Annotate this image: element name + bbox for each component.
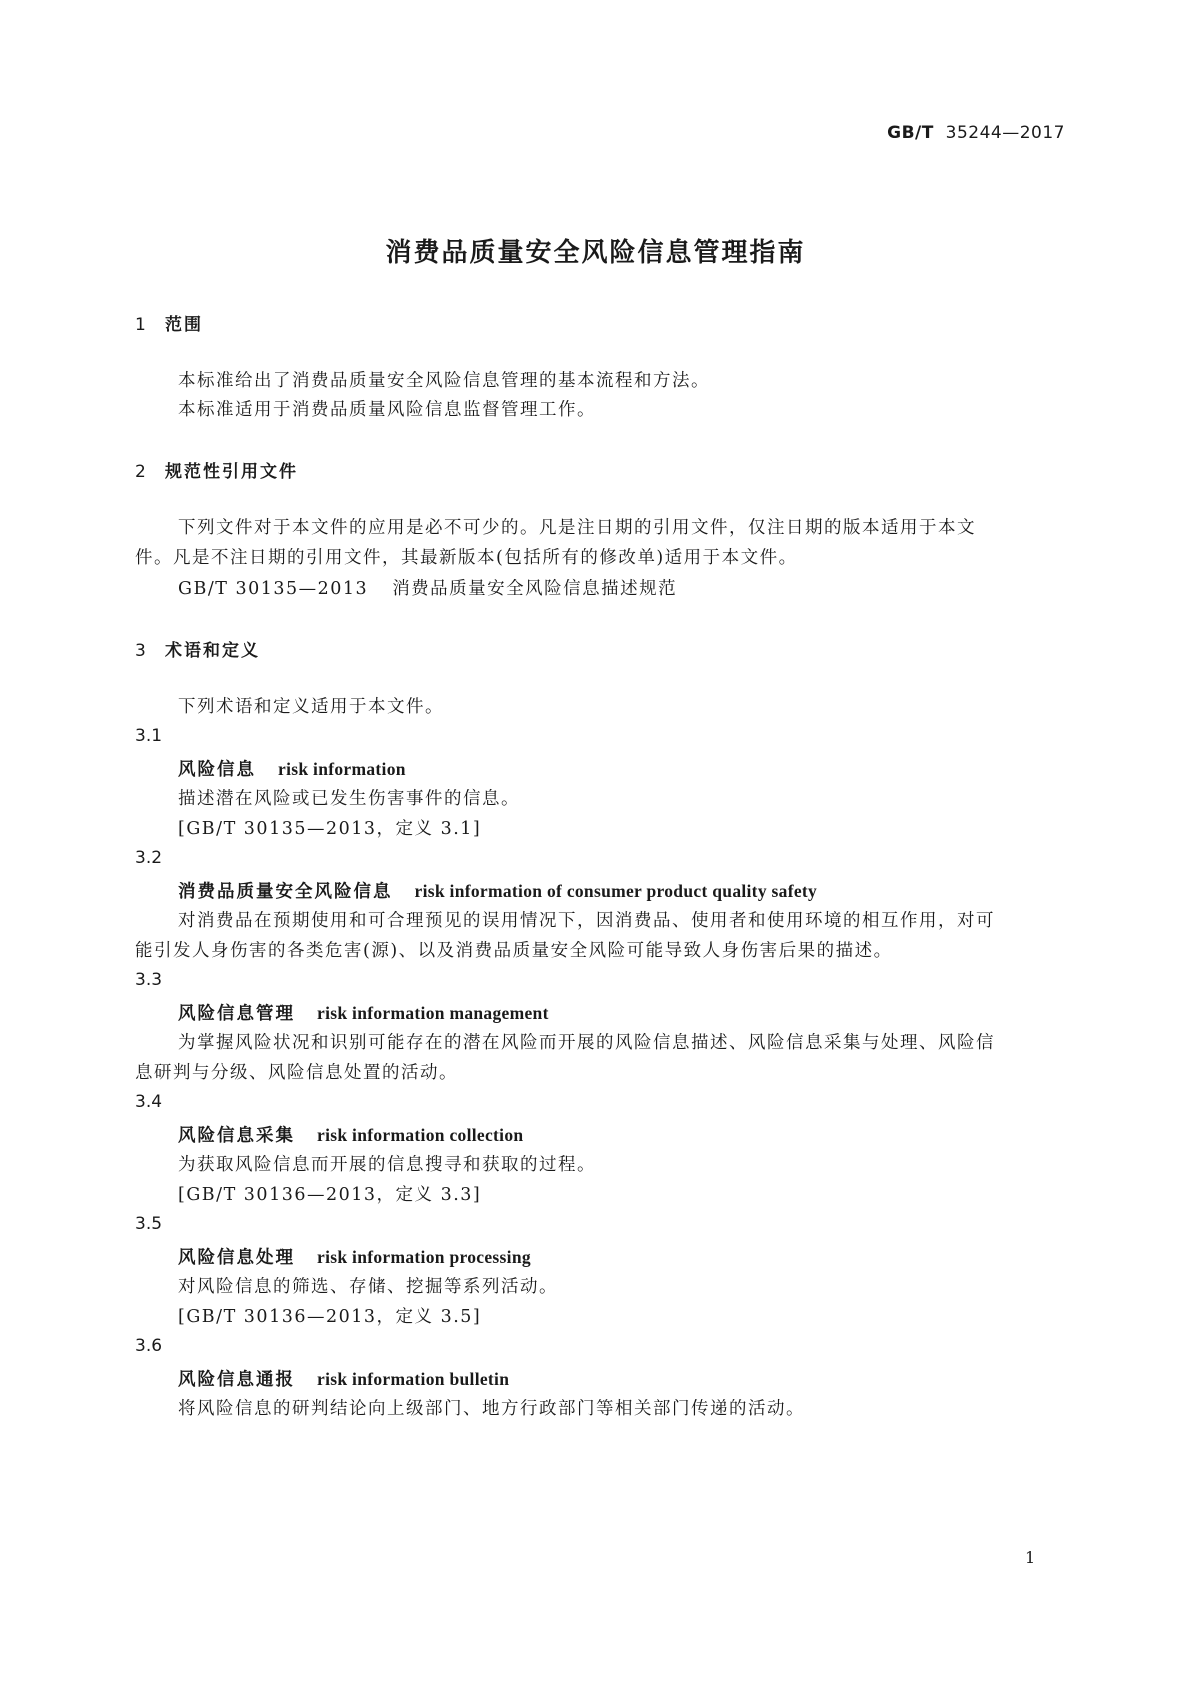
term-chinese: 风险信息处理 — [178, 1248, 295, 1268]
term-english: risk information of consumer product quality safety — [414, 881, 818, 901]
term-chinese: 风险信息采集 — [178, 1126, 295, 1146]
paragraph: 本标准给出了消费品质量安全风险信息管理的基本流程和方法。 — [178, 371, 710, 391]
term-number: 3.3 — [135, 970, 163, 990]
term-entry — [178, 756, 406, 781]
term-definition: 为获取风险信息而开展的信息搜寻和获取的过程。 — [178, 1155, 596, 1175]
term-definition: 对风险信息的筛选、存储、挖掘等系列活动。 — [178, 1277, 558, 1297]
term-chinese: 消费品质量安全风险信息 — [178, 882, 393, 902]
page-number: 1 — [1025, 1548, 1036, 1567]
term-entry — [178, 1122, 523, 1147]
term-definition: 能引发人身伤害的各类危害(源)、以及消费品质量安全风险可能导致人身伤害后果的描述。 — [135, 941, 893, 961]
section-heading-terms — [135, 636, 260, 661]
term-english: risk information collection — [317, 1125, 524, 1145]
section-heading-scope — [135, 310, 203, 335]
term-number: 3.6 — [135, 1336, 163, 1356]
section-heading-normative-references — [135, 457, 298, 482]
term-number: 3.2 — [135, 848, 163, 868]
standard-prefix: GB/T — [887, 123, 934, 143]
term-entry — [178, 1244, 531, 1269]
term-english: risk information management — [317, 1003, 549, 1023]
term-chinese: 风险信息 — [178, 760, 256, 780]
term-definition: 将风险信息的研判结论向上级部门、地方行政部门等相关部门传递的活动。 — [178, 1399, 805, 1419]
term-entry — [178, 878, 817, 903]
reference-entry — [178, 575, 1065, 600]
term-entry — [178, 1366, 509, 1391]
section-number: 1 — [135, 315, 146, 335]
section-title: 规范性引用文件 — [165, 462, 298, 482]
term-definition: 为掌握风险状况和识别可能存在的潜在风险而开展的风险信息描述、风险信息采集与处理、风险信 — [178, 1033, 995, 1053]
term-number: 3.4 — [135, 1092, 163, 1112]
term-source: [GB/T 30136—2013，定义 3.5] — [178, 1307, 482, 1327]
section-title: 术语和定义 — [165, 641, 260, 661]
paragraph: 下列术语和定义适用于本文件。 — [178, 697, 444, 717]
reference-code: GB/T 30135—2013 — [178, 579, 369, 599]
section-number: 3 — [135, 641, 146, 661]
term-chinese: 风险信息管理 — [178, 1004, 295, 1024]
paragraph: 本标准适用于消费品质量风险信息监督管理工作。 — [178, 400, 596, 420]
standard-number: 35244—2017 — [945, 123, 1065, 143]
standard-code — [760, 123, 1065, 143]
term-source: [GB/T 30136—2013，定义 3.3] — [178, 1185, 482, 1205]
term-english: risk information processing — [317, 1247, 531, 1267]
document-title: 消费品质量安全风险信息管理指南 — [385, 238, 806, 268]
term-definition: 息研判与分级、风险信息处置的活动。 — [135, 1063, 458, 1083]
term-entry — [178, 1000, 549, 1025]
paragraph: 下列文件对于本文件的应用是必不可少的。凡是注日期的引用文件，仅注日期的版本适用于本文 — [178, 518, 976, 538]
term-definition: 描述潜在风险或已发生伤害事件的信息。 — [178, 789, 520, 809]
section-number: 2 — [135, 462, 146, 482]
term-english: risk information — [278, 759, 406, 779]
term-english: risk information bulletin — [317, 1369, 510, 1389]
term-number: 3.5 — [135, 1214, 163, 1234]
reference-name: 消费品质量安全风险信息描述规范 — [392, 579, 678, 599]
term-source: [GB/T 30135—2013，定义 3.1] — [178, 819, 482, 839]
term-definition: 对消费品在预期使用和可合理预见的误用情况下，因消费品、使用者和使用环境的相互作用，对可 — [178, 911, 995, 931]
term-chinese: 风险信息通报 — [178, 1370, 295, 1390]
paragraph: 件。凡是不注日期的引用文件，其最新版本(包括所有的修改单)适用于本文件。 — [135, 548, 798, 568]
term-number: 3.1 — [135, 726, 163, 746]
section-title: 范围 — [165, 315, 203, 335]
